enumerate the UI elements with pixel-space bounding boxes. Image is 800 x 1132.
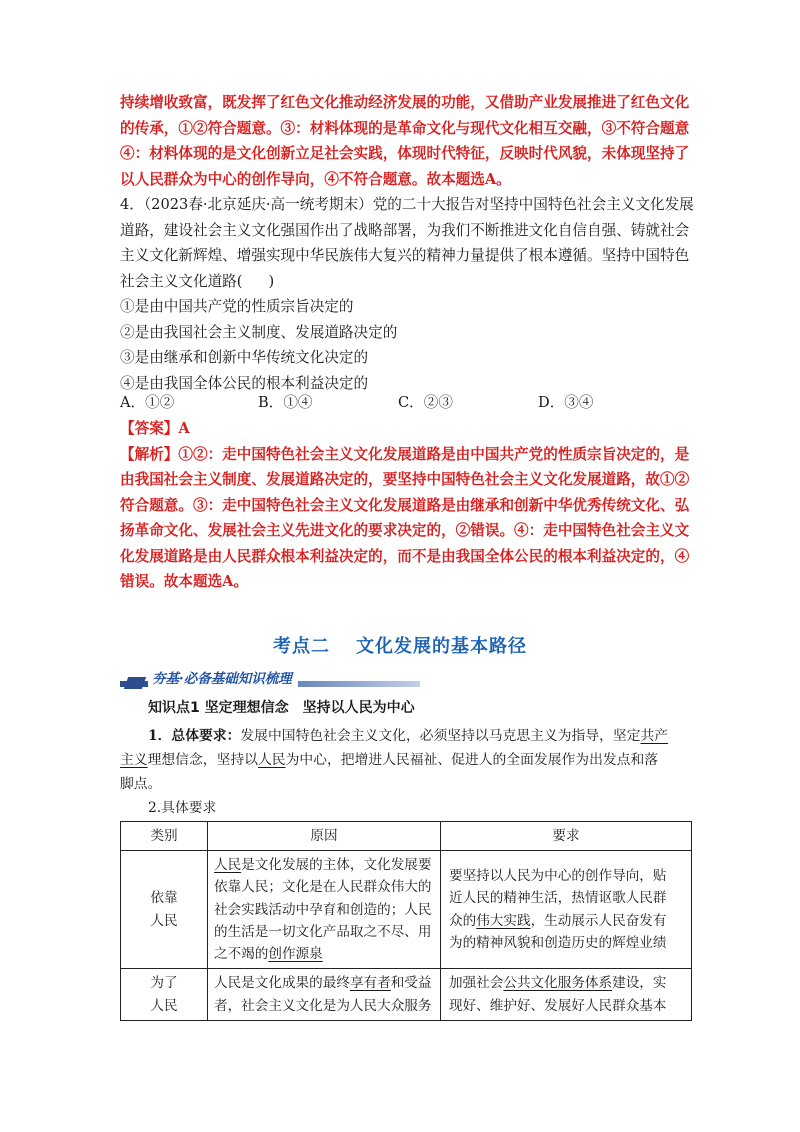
section-title-number: 考点二 [273,636,330,657]
cell-text: 之不竭的 [214,946,269,963]
kp-label: 知识点1 [148,700,200,716]
cell-line: 的生活是一切文化产品取之不尽、用 [214,923,432,940]
option-a: A．①② [120,394,175,411]
analysis-line: 扬革命文化、发展社会主义先进文化的要求决定的，②错误。④：走中国特色社会主义文 [120,522,690,539]
overall-requirement-cont [120,748,692,796]
cell-line [214,943,434,965]
statement-4: ④是由我国全体公民的根本利益决定的 [120,374,369,392]
cell-underline: 公共文化服务体系 [503,975,613,992]
cell-text: 和受益 [390,975,432,992]
analysis-label: 【解析】 [120,445,179,463]
row2-requirement [441,969,692,1021]
question-last-line: 社会主义文化道路( [120,272,243,290]
section-title-text: 文化发展的基本路径 [356,636,527,657]
cell-line [449,972,683,994]
req-underline: 共产 [640,728,669,744]
cell-line: 社会实践活动中孕育和创造的；人民 [214,901,432,918]
analysis-line: 符合题意。③：走中国特色社会主义文化发展道路是由继承和创新中华优秀传统文化、弘 [120,496,690,514]
cell-line: 依靠人民；文化是在人民群众伟大的 [214,879,432,896]
cell-line: 现好、维护好、发展好人民群众基本 [449,997,667,1014]
kp-title-b: 坚持以人民为中心 [302,700,415,716]
analysis-line: 以人民群众为中心的创作导向，④不符合题意。故本题选A。 [120,170,511,188]
option-c: C．②③ [398,394,453,411]
statement-3: ③是由继承和创新中华传统文化决定的 [120,349,369,366]
answer-block [120,416,690,595]
option-b: B．①④ [258,394,313,411]
cell-underline: 创作源泉 [268,946,323,963]
cell-line: 为的精神风貌和创造历史的辉煌业绩 [449,935,667,952]
previous-analysis [120,90,690,192]
cell-text: 建设，实 [612,975,667,992]
row1-requirement [441,851,692,969]
cat-line: 人民 [150,997,178,1014]
cell-line: 要坚持以人民为中心的创作导向，贴 [449,868,667,885]
header-reason: 原因 [208,822,441,851]
req-text: 理想信念，坚持以 [147,752,258,768]
cell-line: 者，社会主义文化是为人民大众服务 [214,997,432,1014]
statement-1: ①是由中国共产党的性质宗旨决定的 [120,298,354,315]
cell-line [214,972,434,994]
cell-line: 近人民的精神生活，热情讴歌人民群 [449,890,667,907]
analysis-first-line [120,442,690,468]
row1-reason [208,851,441,969]
header-requirement: 要求 [441,822,692,851]
cell-text: 人民是文化成果的最终 [214,975,350,992]
analysis-line: 由我国社会主义制度、发展道路决定的，要坚持中国特色社会主义文化发展道路，故①② [120,471,690,488]
req-text: 为中心，把增进人民福祉、促进人的全面发展作为出发点和落 [285,752,659,768]
cell-text: 众的 [449,912,477,929]
req-line [120,748,692,772]
cell-text: ，生动展示人民奋发有 [530,912,667,929]
row2-category [121,969,208,1021]
option-d: D．③④ [538,394,594,411]
question-4 [120,192,694,396]
cat-line: 为了 [150,975,178,992]
answer-label: 【答案】A [120,420,190,437]
table-row [121,851,692,969]
req-line: 脚点。 [120,776,162,792]
cell-text: 加强社会 [449,975,504,992]
header-category: 类别 [121,822,208,851]
req-underline: 主义 [120,752,148,768]
analysis-line: ①②：走中国特色社会主义文化发展道路是由中国共产党的性质宗旨决定的，是 [178,445,690,463]
analysis-line: ④：材料体现的是文化创新立足社会实践，体现时代特征，反映时代风貌，未体现坚持了 [120,145,690,162]
req-underline: 人民 [257,752,286,768]
row2-reason [208,969,441,1021]
req-label: 1．总体要求： [148,728,241,744]
question-line [120,269,690,295]
analysis-line: 化发展道路是由人民群众根本利益决定的，而不是由我国全体公民的根本利益决定的，④ [120,547,690,565]
cell-underline: 享有者 [349,975,391,992]
table-header-row [121,822,692,851]
overall-requirement [148,724,693,748]
question-line: 道路，建设社会主义文化强国作出了战略部署，为我们不断推进文化自信自强、铸就社会 [120,221,690,239]
cell-line [449,910,683,932]
analysis-line: 错误。故本题选A。 [120,573,249,590]
cell-line [214,854,434,876]
specific-requirement-label: 2.具体要求 [148,800,217,816]
cat-line: 人民 [150,912,178,929]
question-line: 4．（2023春·北京延庆·高一统考期末）党的二十大报告对坚持中国特色社会主义文化发展 [120,196,694,213]
req-line [148,724,693,748]
cat-line: 依靠 [150,890,178,907]
banner-flag-icon [124,677,146,689]
row1-category [121,851,208,969]
kp-title-a: 坚定理想信念 [204,700,289,716]
knowledge-point-heading [148,697,415,717]
analysis-line: 的传承，①②符合题意。③：材料体现的是革命文化与现代文化相互交融，③不符合题意 [120,119,690,137]
banner-label: 夯基·必备基础知识梳理 [148,667,298,687]
question-bracket-close: ) [268,272,275,290]
req-text: 发展中国特色社会主义文化，必须坚持以马克思主义为指导，坚定 [240,728,641,744]
cell-underline: 人民 [214,857,242,873]
answer-options [120,391,690,416]
section-title [0,632,800,658]
requirements-table [120,821,692,1021]
section-banner [120,667,420,691]
cell-text: 是文化发展的主体，文化发展要 [241,857,432,873]
cell-underline: 伟大实践 [476,912,531,929]
question-line: 主义文化新辉煌、增强实现中华民族伟大复兴的精神力量提供了根本遵循。坚持中国特色 [120,247,690,264]
statement-2: ②是由我国社会主义制度、发展道路决定的 [120,323,398,341]
analysis-line: 持续增收致富，既发挥了红色文化推动经济发展的功能，又借助产业发展推进了红色文化 [120,94,690,111]
table-row [121,969,692,1021]
